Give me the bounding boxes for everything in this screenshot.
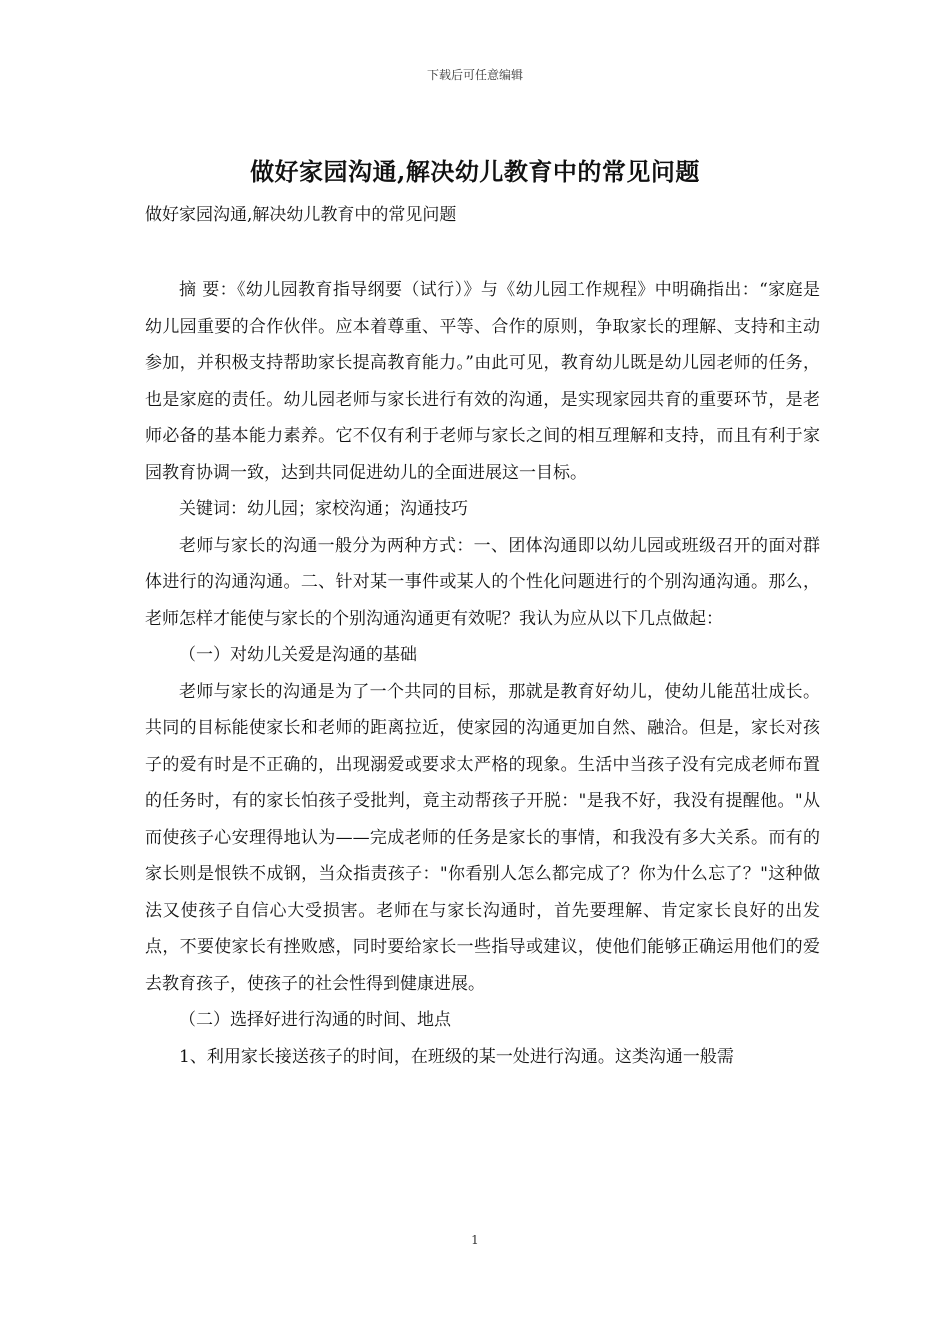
body-paragraph: 1、利用家长接送孩子的时间，在班级的某一处进行沟通。这类沟通一般需	[179, 1046, 734, 1067]
body-paragraph: 老师与家长的沟通是为了一个共同的目标，那就是教育好幼儿，使幼儿能茁壮成长。共同的目标能使家长和老师的距离拉近，使家园的沟通更加自然、融洽。但是，家长对孩子的爱有时是不正确的，出现溺爱或要求太严格的现象。生活中当孩子没有完成老师布置的任务时，有的家长怕孩子受批判，竟主动帮孩子开脱："是我不好，我没有提醒他。"从而使孩子心安理得地认为——完成老师的任务是家长的事情，和我没有多大关系。而有的家长则是恨铁不成钢，当众指责孩子："你看别人怎么都完成了？你为什么忘了？"这种做法又使孩子自信心大受损害。老师在与家长沟通时，首先要理解、肯定家长良好的出发点，不要使家长有挫败感，同时要给家长一些指导或建议，使他们能够正确运用他们的爱去教育孩子，使孩子的社会性得到健康进展。	[145, 681, 820, 994]
page-number: 1	[471, 1233, 479, 1247]
document-subtitle: 做好家园沟通,解决幼儿教育中的常见问题	[145, 205, 457, 225]
document-title: 做好家园沟通,解决幼儿教育中的常见问题	[250, 157, 700, 186]
section-heading: （一）对幼儿关爱是沟通的基础	[179, 645, 417, 665]
page-header: 下载后可任意编辑	[426, 68, 523, 82]
keywords-paragraph: 关键词：幼儿园；家校沟通；沟通技巧	[179, 499, 468, 519]
body-paragraph: 老师与家长的沟通一般分为两种方式：一、团体沟通即以幼儿园或班级召开的面对群体进行的沟通沟通。二、针对某一事件或某人的个性化问题进行的个别沟通沟通。那么，老师怎样才能使与家长的个别沟通沟通更有效呢？我认为应从以下几点做起：	[145, 535, 820, 629]
abstract-paragraph: 摘 要：《幼儿园教育指导纲要（试行）》与《幼儿园工作规程》中明确指出：“家庭是幼儿园重要的合作伙伴。应本着尊重、平等、合作的原则，争取家长的理解、支持和主动参加，并积极支持帮助家长提高教育能力。”由此可见，教育幼儿既是幼儿园老师的任务，也是家庭的责任。幼儿园老师与家长进行有效的沟通，是实现家园共育的重要环节，是老师必备的基本能力素养。它不仅有利于老师与家长之间的相互理解和支持，而且有利于家园教育协调一致，达到共同促进幼儿的全面进展这一目标。	[145, 280, 820, 483]
section-heading: （二）选择好进行沟通的时间、地点	[179, 1010, 451, 1030]
document-body	[145, 272, 820, 1075]
